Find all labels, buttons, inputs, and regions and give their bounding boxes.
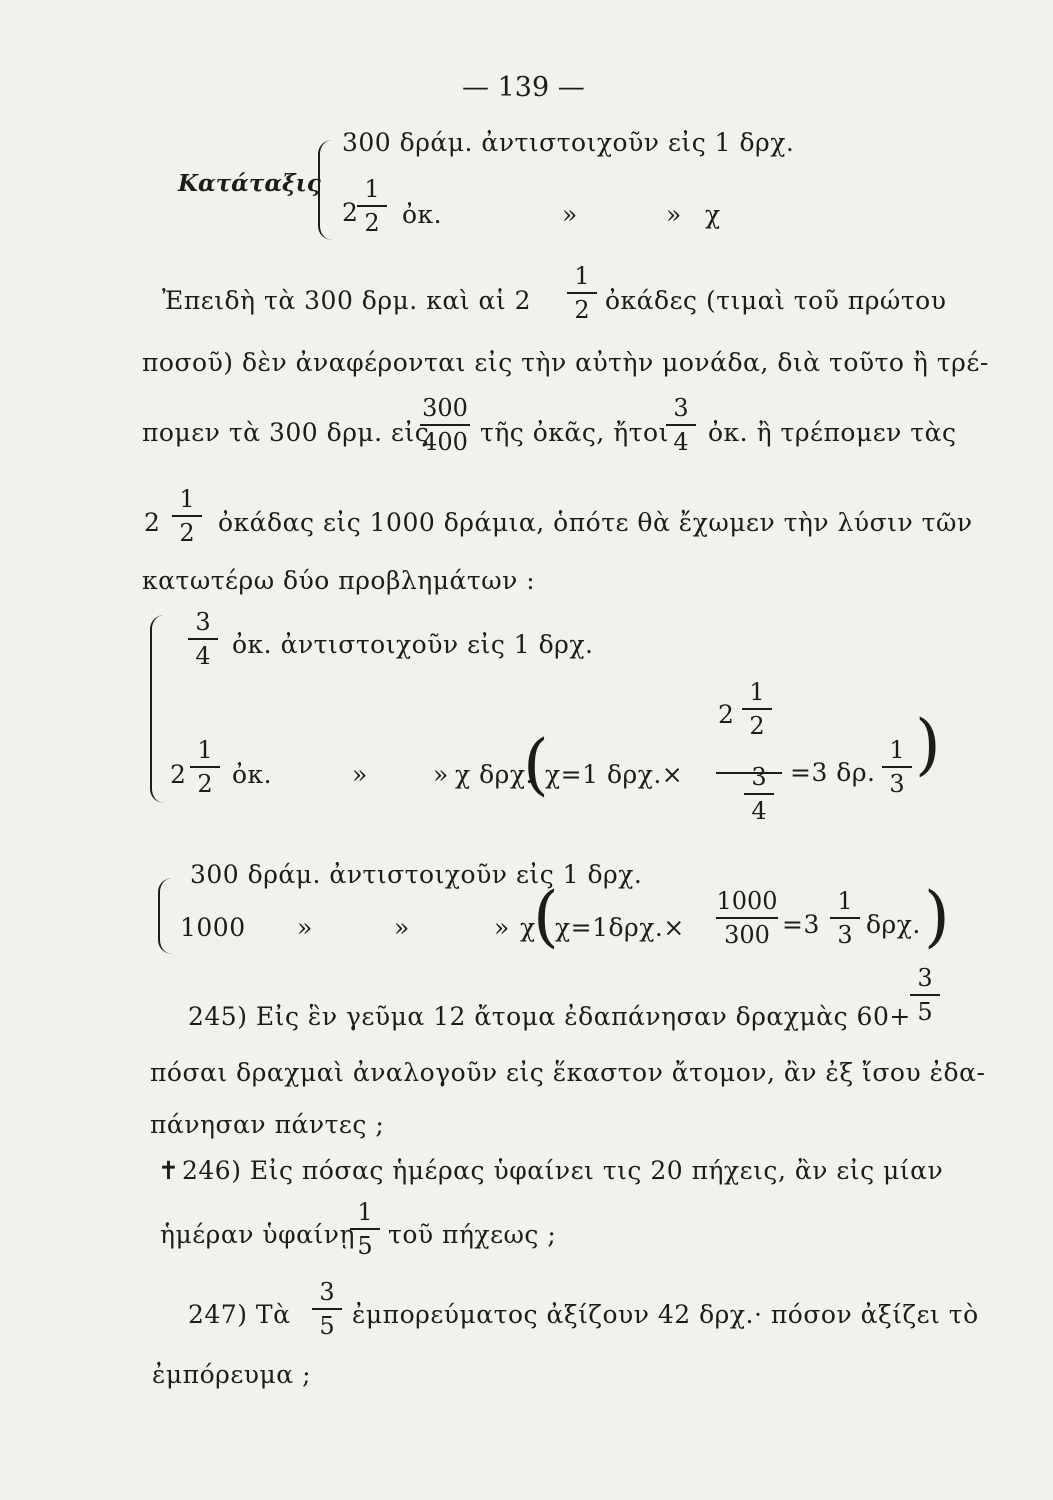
arrangement-label: Κατάταξις — [178, 170, 321, 197]
fraction: 3 4 — [666, 396, 696, 454]
exercise-245-line: πάνησαν πάντες ; — [150, 1110, 385, 1139]
close-paren: ) — [924, 878, 950, 955]
fraction: 1000 300 — [716, 887, 778, 949]
paragraph-line: ὀκάδας εἰς 1000 δράμια, ὁπότε θὰ ἔχωμεν τὴν λύσιν τῶν — [218, 508, 973, 537]
problem-b-row1: 300 δράμ. ἀντιστοιχοῦν εἰς 1 δρχ. — [190, 860, 643, 889]
arrangement-row1: 300 δράμ. ἀντιστοιχοῦν εἰς 1 δρχ. — [342, 128, 795, 157]
fraction: 1 3 — [882, 738, 912, 796]
ditto-mark: » — [494, 913, 510, 942]
paragraph-line: κατωτέρω δύο προβλημάτων : — [142, 566, 536, 595]
problem-a-unit: ὀκ. — [232, 760, 273, 789]
paragraph-line: τῆς ὀκᾶς, ἤτοι — [480, 418, 669, 447]
arrangement-row2-unit: ὀκ. — [402, 200, 443, 229]
exercise-247: ἐμπορεύματος ἀξίζουν 42 δρχ.· πόσον ἀξίζει τὸ — [352, 1300, 979, 1329]
exercise-246: 246) Εἰς πόσας ἡμέρας ὑφαίνει τις 20 πήχεις, ἂν εἰς μίαν — [182, 1156, 944, 1185]
compound-fraction-whole: 2 — [718, 700, 735, 729]
ditto-mark: » — [433, 760, 449, 789]
fraction: 3 4 — [188, 610, 218, 668]
fraction: 1 3 — [830, 889, 860, 947]
problem-a-x: χ δρχ. — [455, 760, 534, 789]
paragraph-line: ποσοῦ) δὲν ἀναφέρονται εἰς τὴν αὐτὴν μονάδα, διὰ τοῦτο ἢ τρέ- — [142, 348, 989, 377]
fraction: 300 400 — [420, 396, 470, 454]
exercise-245: 245) Εἰς ἓν γεῦμα 12 ἄτομα ἐδαπάνησαν δραχμὰς 60+ — [188, 1002, 911, 1031]
fraction: 3 4 — [744, 765, 774, 823]
fraction: 1 5 — [350, 1200, 380, 1258]
fraction: 3 5 — [910, 966, 940, 1024]
problem-b-end: δρχ. — [866, 910, 921, 939]
close-paren: ) — [915, 706, 941, 783]
exercise-246-line: τοῦ πήχεως ; — [388, 1220, 557, 1249]
page-number: — 139 — — [462, 72, 585, 103]
paragraph-line: Ἐπειδὴ τὰ 300 δρμ. καὶ αἱ 2 — [162, 286, 531, 315]
exercise-247-line: ἐμπόρευμα ; — [152, 1360, 311, 1389]
ditto-mark: » — [394, 913, 410, 942]
margin-mark: ✝ — [158, 1156, 180, 1185]
problem-a-equation: χ=1 δρχ.× — [545, 760, 684, 789]
open-paren: ( — [533, 878, 559, 955]
open-paren: ( — [523, 726, 549, 803]
paragraph-line: ὀκάδες (τιμαὶ τοῦ πρώτου — [605, 286, 947, 315]
problem-a-row1: ὀκ. ἀντιστοιχοῦν εἰς 1 δρχ. — [232, 630, 594, 659]
problem-a-brace — [150, 615, 164, 803]
paragraph-line: ὀκ. ἢ τρέπομεν τὰς — [708, 418, 957, 447]
ditto-mark: » — [352, 760, 368, 789]
exercise-245-line: πόσαι δραχμαὶ ἀναλογοῦν εἰς ἕκαστον ἄτομον, ἂν ἐξ ἴσου ἐδα- — [150, 1058, 986, 1087]
fraction: 1 2 — [357, 177, 387, 235]
fraction: 1 2 — [190, 738, 220, 796]
fraction: 1 2 — [172, 487, 202, 545]
problem-a-result: =3 δρ. — [790, 758, 876, 787]
exercise-247: 247) Τὰ — [188, 1300, 291, 1329]
paragraph-whole: 2 — [144, 508, 161, 537]
problem-a-whole: 2 — [170, 760, 187, 789]
problem-b-value: 1000 — [180, 913, 246, 942]
problem-b-mid: =3 — [782, 910, 820, 939]
ditto-mark: » — [562, 200, 578, 229]
arrangement-brace — [318, 140, 334, 240]
arrangement-row2-x: χ — [705, 200, 721, 229]
fraction: 3 5 — [312, 1280, 342, 1338]
fraction: 1 2 — [567, 264, 597, 322]
paragraph-line: πομεν τὰ 300 δρμ. εἰς — [142, 418, 430, 447]
exercise-246-line: ἡμέραν ὑφαίνῃ — [160, 1220, 355, 1249]
problem-b-x: χ — [520, 913, 536, 942]
fraction: 1 2 — [742, 680, 772, 738]
problem-b-equation: χ=1δρχ.× — [555, 913, 685, 942]
ditto-mark: » — [666, 200, 682, 229]
arrangement-row2-whole: 2 — [342, 198, 359, 227]
ditto-mark: » — [297, 913, 313, 942]
problem-b-brace — [158, 878, 172, 954]
